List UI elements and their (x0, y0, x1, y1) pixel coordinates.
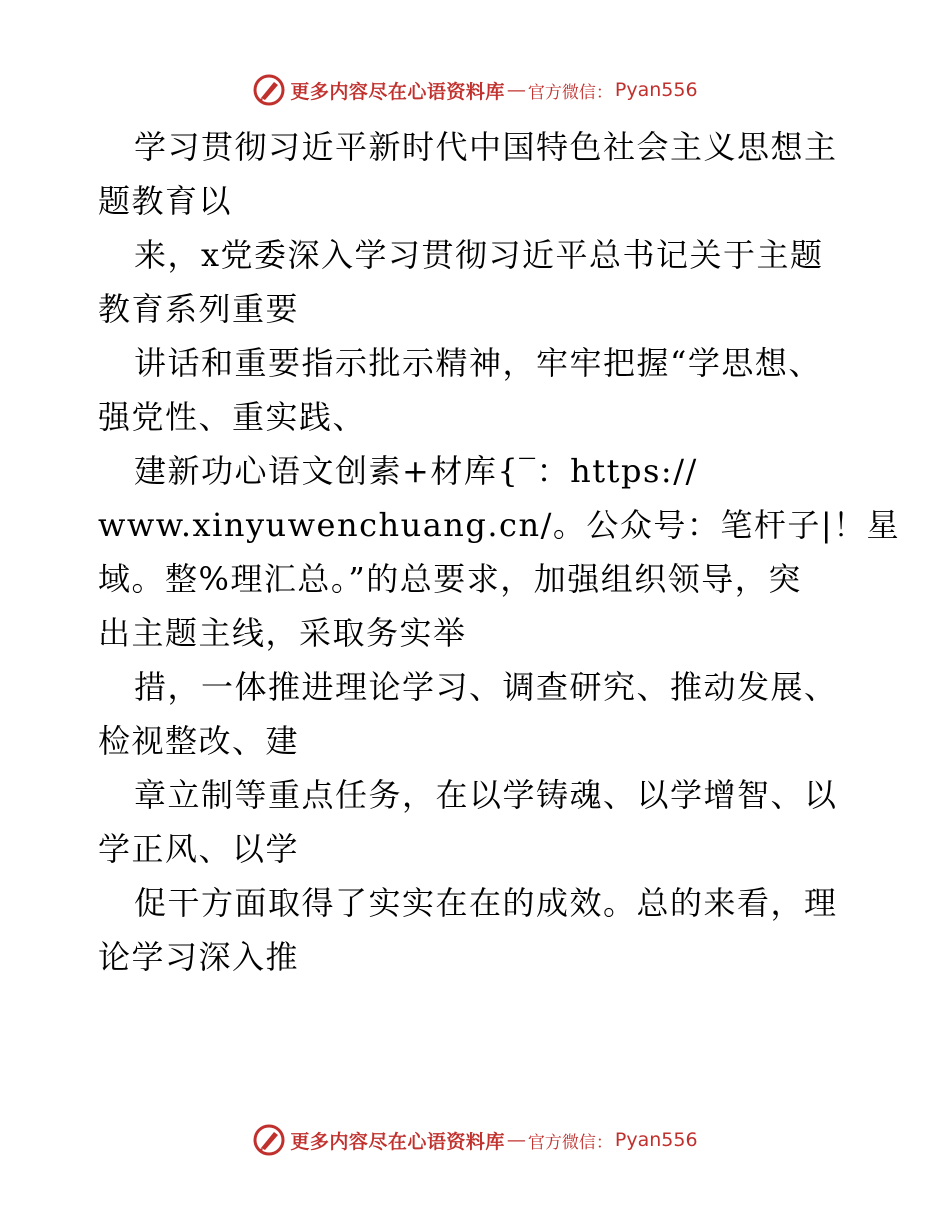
text-line: 措，一体推进理论学习、调查研究、推动发展、 (134, 668, 838, 706)
text-line: 章立制等重点任务，在以学铸魂、以学增智、以 (134, 776, 838, 814)
text-line: 来，x党委深入学习贯彻习近平总书记关于主题 (134, 236, 824, 274)
text-line: 教育系列重要 (98, 290, 300, 328)
banner-label: 官方微信： (527, 82, 613, 103)
banner-separator: — (506, 1129, 526, 1151)
text-line: 建新功心语文创素+材库{‾：https:// (134, 452, 698, 490)
text-line: 域。整%理汇总。”的总要求，加强组织领导，突 (98, 560, 802, 598)
banner-text: 更多内容尽在心语资料库 (290, 80, 505, 103)
header-banner (0, 70, 950, 110)
text-line: www.xinyuwenchuang.cn/。公众号：笔杆子|！星 (98, 506, 901, 544)
text-line: 论学习深入推 (98, 938, 300, 976)
text-line: 学正风、以学 (98, 830, 300, 868)
text-line: 学习贯彻习近平新时代中国特色社会主义思想主 (134, 128, 838, 166)
pen-logo-icon (252, 73, 286, 107)
text-line: 检视整改、建 (98, 722, 300, 760)
text-line: 出主题主线，采取务实举 (98, 614, 467, 652)
footer-banner (0, 1120, 950, 1160)
banner-contact: Pyan556 (614, 1129, 698, 1151)
document-body (98, 120, 901, 984)
text-line: 题教育以 (98, 182, 233, 220)
text-line: 强党性、重实践、 (98, 398, 367, 436)
text-line: 促干方面取得了实实在在的成效。总的来看，理 (134, 884, 838, 922)
banner-text: 更多内容尽在心语资料库 (290, 1130, 505, 1153)
banner-contact: Pyan556 (614, 79, 698, 101)
banner-separator: — (506, 79, 526, 101)
banner-label: 官方微信： (527, 1132, 613, 1153)
text-line: 讲话和重要指示批示精神，牢牢把握“学思想、 (134, 344, 822, 382)
pen-logo-icon (252, 1123, 286, 1157)
